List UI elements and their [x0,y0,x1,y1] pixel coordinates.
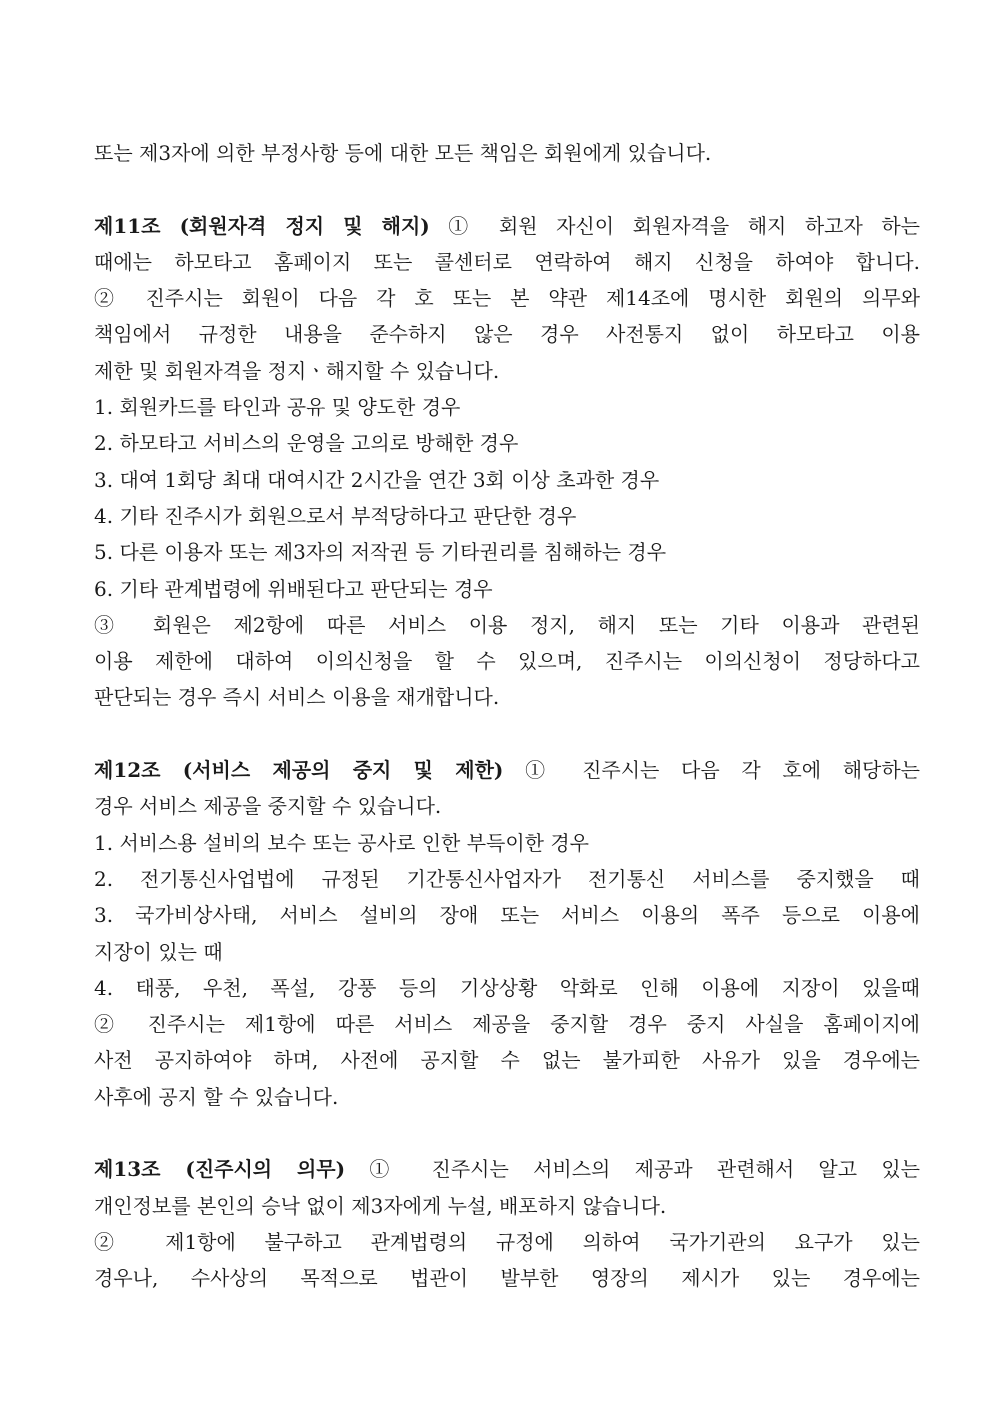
article-11-line: 때에는 하모타고 홈페이지 또는 콜센터로 연락하여 해지 신청을 하여야 합니다. [94,249,920,274]
list-item: 3. 국가비상사태, 서비스 설비의 장애 또는 서비스 이용의 폭주 등으로 이용에 [94,903,920,928]
article-13-clause-2-line: 경우나, 수사상의 목적으로 법관이 발부한 영장의 제시가 있는 경우에는 [94,1266,920,1291]
article-11-clause-2-line: ② 진주시는 회원이 다음 각 호 또는 본 약관 제14조에 명시한 회원의 의무와 [94,286,920,311]
article-11-clause-2-line: 제한 및 회원자격을 정지ㆍ해지할 수 있습니다. [94,358,500,383]
list-item: 1. 서비스용 설비의 보수 또는 공사로 인한 부득이한 경우 [94,830,589,855]
list-item: 1. 회원카드를 타인과 공유 및 양도한 경우 [94,395,461,420]
paragraph-gap [94,716,920,752]
article-11-clause-3-line: 이용 제한에 대하여 이의신청을 할 수 있으며, 진주시는 이의신청이 정당하다고 [94,649,920,674]
list-item: 3. 대여 1회당 최대 대여시간 2시간을 연간 3회 이상 초과한 경우 [94,467,660,492]
paragraph-gap [94,171,920,207]
article-11-clause-3-line: 판단되는 경우 즉시 서비스 이용을 재개합니다. [94,685,500,710]
list-item-continuation: 지장이 있는 때 [94,939,223,964]
article-12-clause-2-line: ② 진주시는 제1항에 따른 서비스 제공을 중지할 경우 중지 사실을 홈페이지에 [94,1012,920,1037]
article-11-clause-3-line: ③ 회원은 제2항에 따른 서비스 이용 정지, 해지 또는 기타 이용과 관련된 [94,612,920,637]
article-13-heading-line [94,1151,920,1187]
article-13-clause-1-start: ① 진주시는 서비스의 제공과 관련해서 알고 있는 [345,1157,920,1182]
article-11-clause-1-start: ① 회원 자신이 회원자격을 해지 하고자 하는 [429,213,920,238]
intro-line: 또는 제3자에 의한 부정사항 등에 대한 모든 책임은 회원에게 있습니다. [94,141,712,165]
list-item: 2. 전기통신사업법에 규정된 기간통신사업자가 전기통신 서비스를 중지했을 때 [94,866,920,891]
paragraph-gap [94,1115,920,1151]
list-item: 4. 태풍, 우천, 폭설, 강풍 등의 기상상황 악화로 인해 이용에 지장이 있을때 [94,975,920,1000]
article-11-heading-line [94,208,920,244]
list-item: 2. 하모타고 서비스의 운영을 고의로 방해한 경우 [94,431,519,456]
list-item: 6. 기타 관계법령에 위배된다고 판단되는 경우 [94,576,493,601]
article-13-clause-2-line: ② 제1항에 불구하고 관계법령의 규정에 의하여 국가기관의 요구가 있는 [94,1229,920,1254]
article-12-clause-2-line: 사후에 공지 할 수 있습니다. [94,1084,339,1109]
article-11-title: 제11조 (회원자격 정지 및 해지) [94,213,430,238]
article-13-title: 제13조 (진주시의 의무) [94,1157,346,1182]
article-12-clause-1-start: ① 진주시는 다음 각 호에 해당하는 [503,758,920,783]
article-11-clause-2-line: 책임에서 규정한 내용을 준수하지 않은 경우 사전통지 없이 하모타고 이용 [94,322,920,347]
article-12-line: 경우 서비스 제공을 중지할 수 있습니다. [94,794,442,819]
document-page [94,135,920,1297]
list-item: 4. 기타 진주시가 회원으로서 부적당하다고 판단한 경우 [94,503,577,528]
article-12-heading-line [94,752,920,788]
list-item: 5. 다른 이용자 또는 제3자의 저작권 등 기타권리를 침해하는 경우 [94,540,667,565]
article-12-clause-2-line: 사전 공지하여야 하며, 사전에 공지할 수 없는 불가피한 사유가 있을 경우에는 [94,1048,920,1073]
article-12-title: 제12조 (서비스 제공의 중지 및 제한) [94,758,504,783]
article-13-line: 개인정보를 본인의 승낙 없이 제3자에게 누설, 배포하지 않습니다. [94,1193,667,1218]
